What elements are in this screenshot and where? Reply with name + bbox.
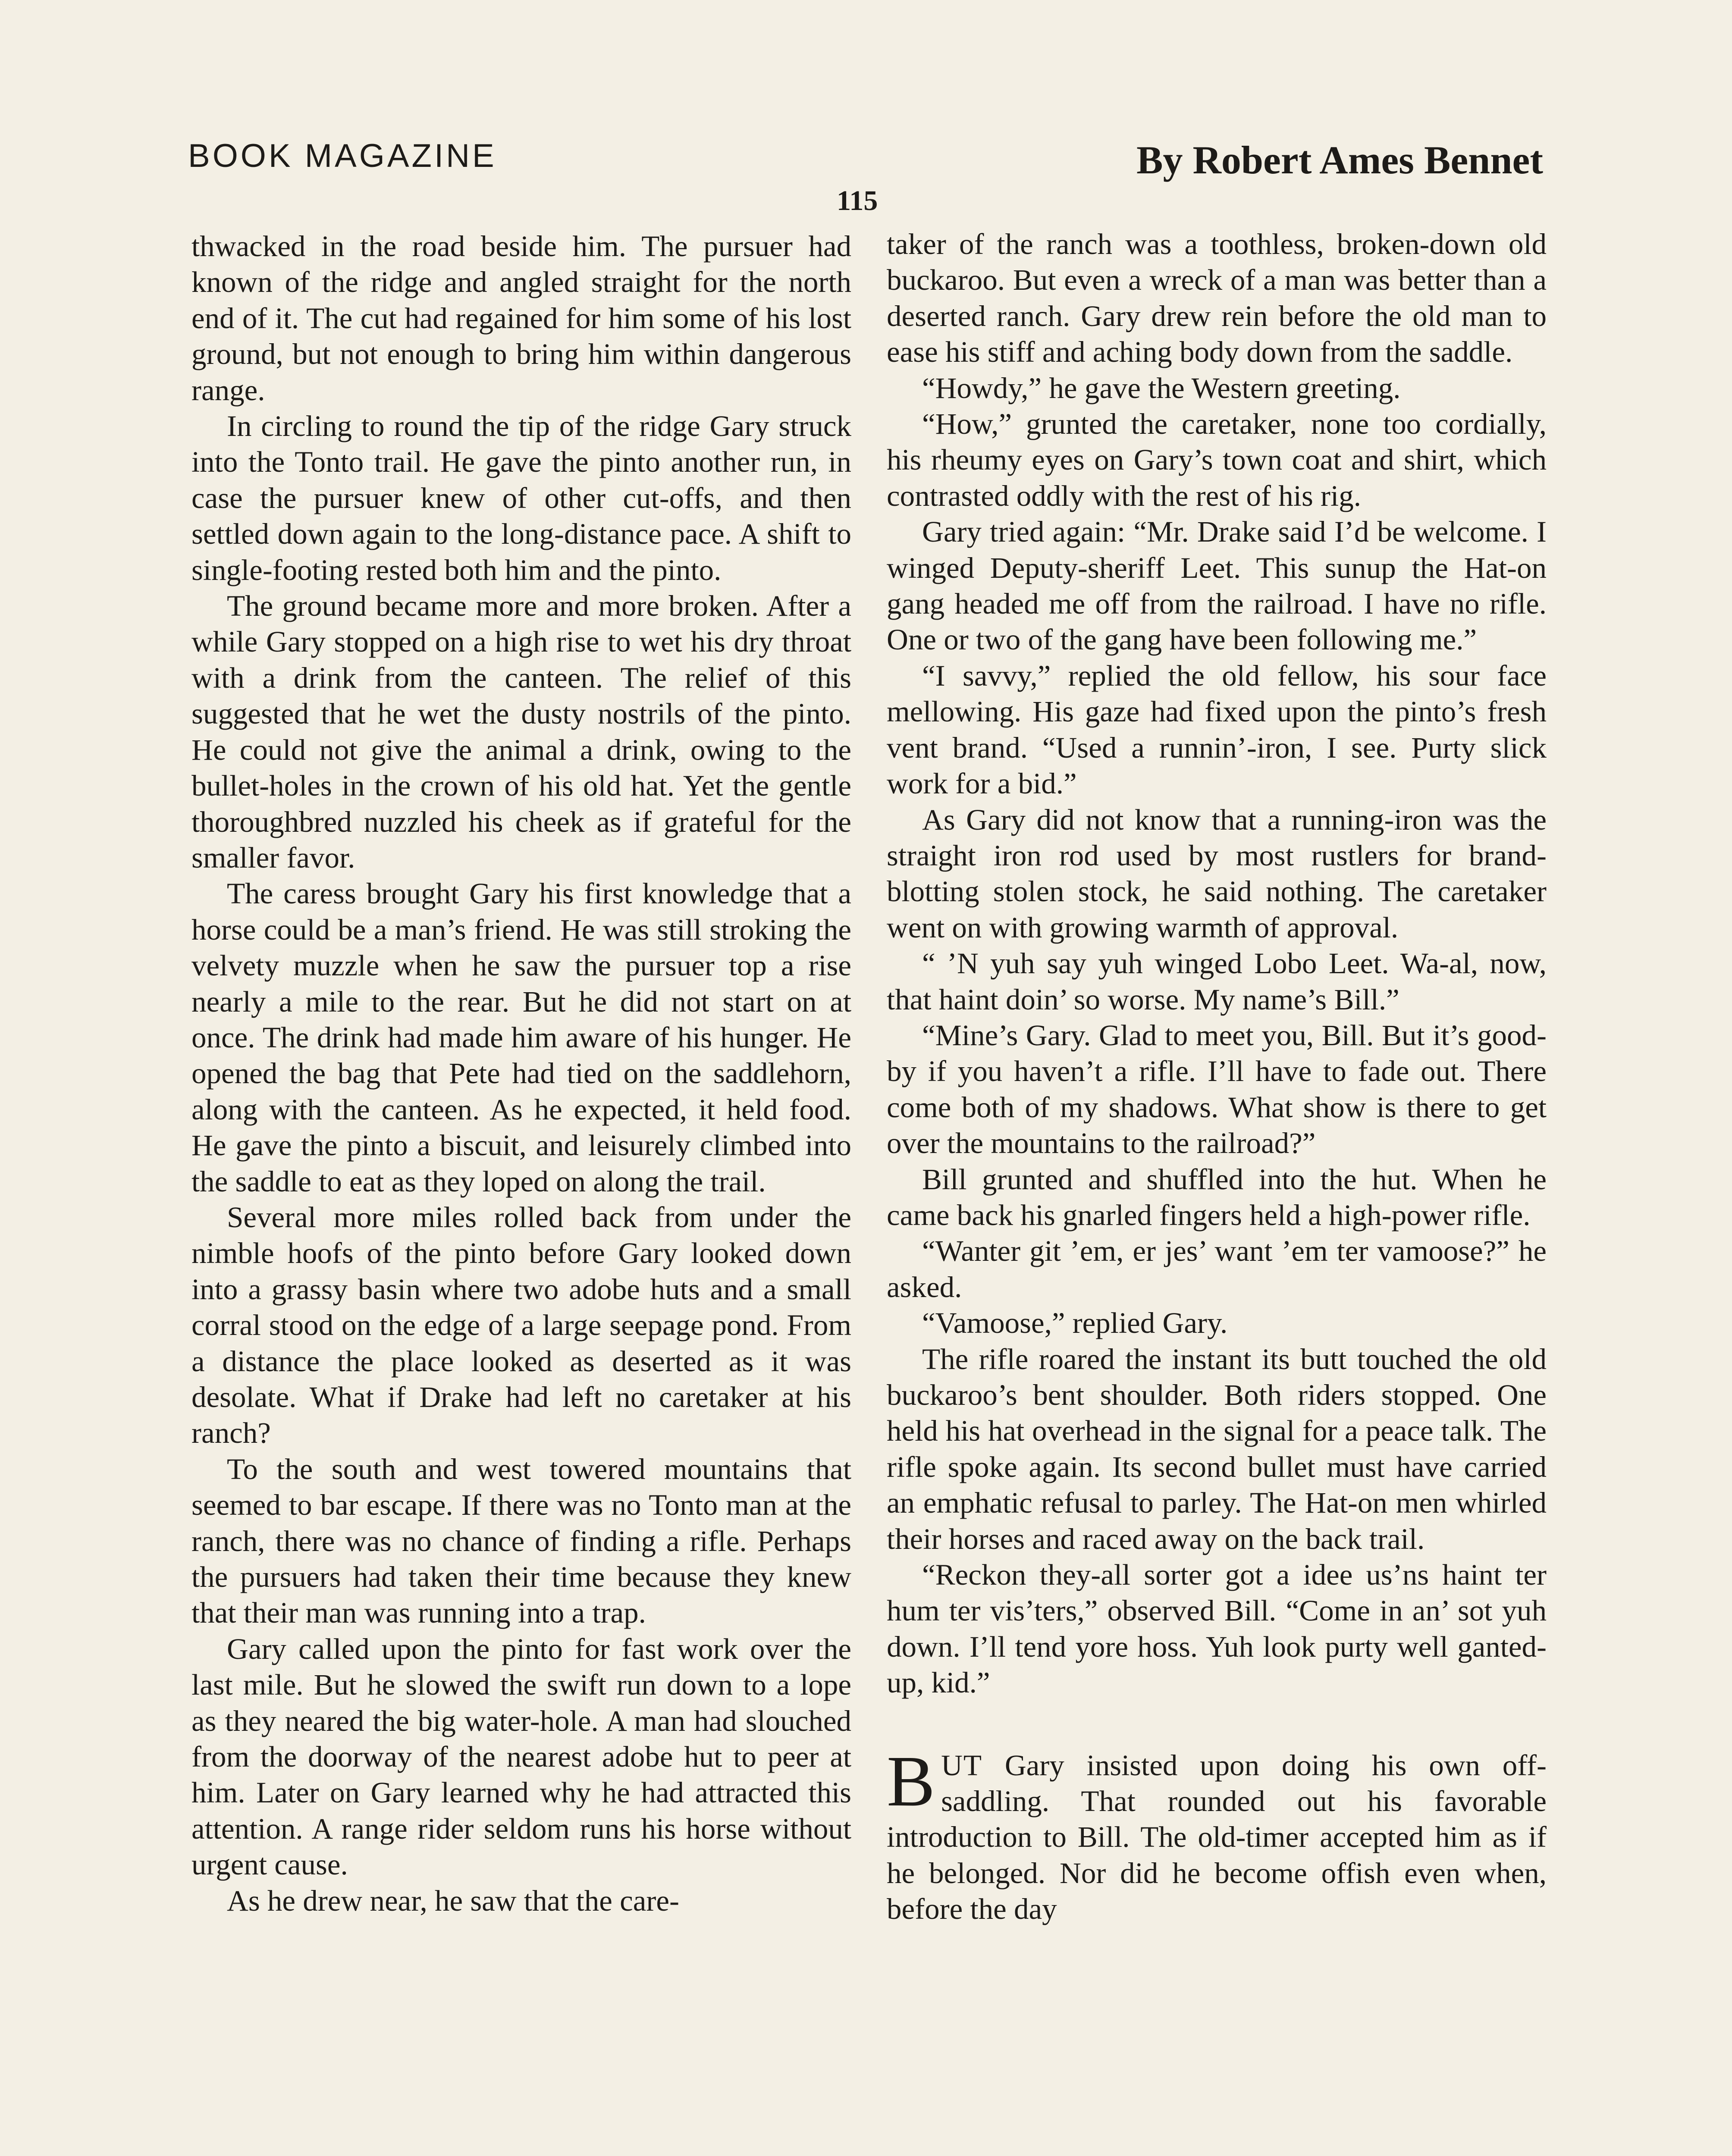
paragraph: The ground became more and more broken. After a while Gary stopped on a high rise to wet his dry throat with a drink from the canteen. The relief of this suggested that he wet the dusty nostrils of the pinto. He could not give the animal a drink, owing to the bullet-holes in the crown of his old hat. Yet the gentle thoroughbred nuzzled his cheek as if grateful for the smaller favor. [191,589,851,874]
paragraph: “I savvy,” replied the old fellow, his sour face mellowing. His gaze had fixed upon the pinto’s fresh vent brand. “Used a runnin’-iron, I see. Purty slick work for a bid.” [887,659,1547,800]
author-byline: By Robert Ames Bennet [1136,138,1543,182]
paragraph: “Wanter git ’em, er jes’ want ’em ter vamoose?” he asked. [887,1235,1547,1304]
paragraph: thwacked in the road beside him. The pursuer had known of the ridge and angled straight for the north end of it. The cut had regained for him some of his lost ground, but not enough to bring him within dangerous range. [191,230,851,407]
paragraph: As Gary did not know that a running-iron was the straight iron rod used by most rustlers for brand-blotting stolen stock, he said nothing. The caretaker went on with growing warmth of approval. [887,803,1547,944]
paragraph: Gary tried again: “Mr. Drake said I’d be welcome. I winged Deputy-sheriff Leet. This sunup the Hat-on gang headed me off from the railroad. I have no rifle. One or two of the gang have been following me.” [887,515,1547,656]
paragraph: Gary called upon the pinto for fast work over the last mile. But he slowed the swift run down to a lope as they neared the big water-hole. A man had slouched from the doorway of the nearest adobe hut to peer at him. Later on Gary learned why he had attracted this attention. A range rider seldom runs his horse without urgent cause. [191,1632,851,1881]
page-number: 115 [837,185,878,216]
paragraph: “Vamoose,” replied Gary. [922,1307,1228,1340]
paragraph: As he drew near, he saw that the care- [227,1884,679,1917]
section-opening-paragraph [887,1741,1547,1927]
paragraph: “Howdy,” he gave the Western greeting. [922,371,1401,404]
right-column [887,226,1547,1927]
paragraph: “How,” grunted the caretaker, none too cordially, his rheumy eyes on Gary’s town coat and shirt, which contrasted oddly with the rest of his rig. [887,407,1547,512]
paragraph: “Reckon they-all sorter got a idee us’ns haint ter hum ter vis’ters,” observed Bill. “Come in an’ sot yuh down. I’ll tend yore hoss. Yuh look purty well ganted-up, kid.” [887,1558,1547,1699]
paragraph: To the south and west towered mountains that seemed to bar escape. If there was no Tonto man at the ranch, there was no chance of finding a rifle. Perhaps the pursuers had taken their time because they knew that their man was running into a trap. [191,1452,851,1630]
paragraph: In circling to round the tip of the ridge Gary struck into the Tonto trail. He gave the pinto another run, in case the pursuer knew of other cut-offs, and then settled down again to the long-distance pace. A shift to single-footing rested both him and the pinto. [191,410,851,586]
paragraph: The caress brought Gary his first knowledge that a horse could be a man’s friend. He was still stroking the velvety muzzle when he saw the pursuer top a rise nearly a mile to the rear. But he did not start on at once. The drink had made him aware of his hunger. He opened the bag that Pete had tied on the saddlehorn, along with the canteen. As he expected, it held food. He gave the pinto a biscuit, and leisurely climbed into the saddle to eat as they loped on along the trail. [191,877,851,1198]
drop-cap: B [887,1741,935,1821]
paragraph-text: Gary insisted upon doing his own off-saddling. That rounded out his favorable introduction to Bill. The old-timer accepted him as if he belonged. Nor did he become offish even when, before the day [887,1749,1547,1926]
paragraph: taker of the ranch was a toothless, broken-down old buckaroo. But even a wreck of a man was better than a deserted ranch. Gary drew rein before the old man to ease his stiff and aching body down from the saddle. [887,228,1547,369]
paragraph: “Mine’s Gary. Glad to meet you, Bill. But it’s good-by if you haven’t a rifle. I’ll have to fade out. There come both of my shadows. What show is there to get over the mountains to the railroad?” [887,1018,1547,1160]
section-break [887,1701,1547,1748]
left-column [191,229,851,1919]
paragraph: “ ’N yuh say yuh winged Lobo Leet. Wa-al, now, that haint doin’ so worse. My name’s Bill.” [887,947,1547,1016]
small-caps-lead: UT [941,1749,983,1782]
publication-title: BOOK MAGAZINE [188,138,497,174]
paragraph: Bill grunted and shuffled into the hut. When he came back his gnarled fingers held a high-power rifle. [887,1163,1547,1232]
paragraph: Several more miles rolled back from under the nimble hoofs of the pinto before Gary looked down into a grassy basin where two adobe huts and a small corral stood on the edge of a large seepage pond. From a distance the place looked as deserted as it was desolate. What if Drake had left no caretaker at his ranch? [191,1200,851,1450]
paragraph: The rifle roared the instant its butt touched the old buckaroo’s bent shoulder. Both riders stopped. One held his hat overhead in the signal for a peace talk. The rifle spoke again. Its second bullet must have carried an emphatic refusal to parley. The Hat-on men whirled their horses and raced away on the back trail. [887,1342,1547,1555]
